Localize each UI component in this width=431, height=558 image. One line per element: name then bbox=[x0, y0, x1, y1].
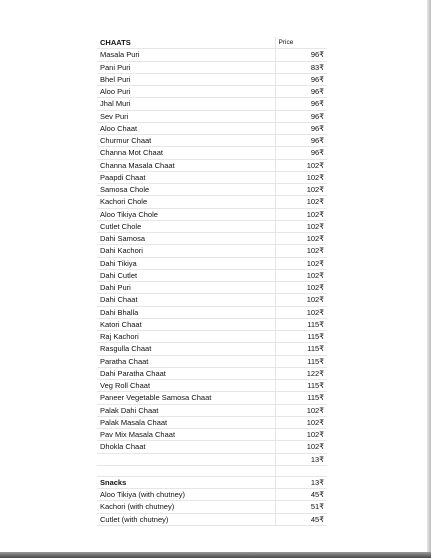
item-name: Aloo Chaat bbox=[97, 122, 275, 134]
table-row bbox=[97, 343, 327, 355]
table-row bbox=[97, 355, 327, 367]
table-row bbox=[97, 147, 327, 159]
item-name: Dahi Chaat bbox=[97, 294, 275, 306]
item-name: Palak Dahi Chaat bbox=[97, 404, 275, 416]
table-row bbox=[97, 453, 327, 465]
item-name: Jhal Muri bbox=[97, 98, 275, 110]
table-row bbox=[97, 184, 327, 196]
table-row bbox=[97, 416, 327, 428]
item-name: Paapdi Chaat bbox=[97, 171, 275, 183]
item-name: Raj Kachori bbox=[97, 331, 275, 343]
item-price: 122₹ bbox=[275, 367, 327, 379]
item-name: Dahi Tikiya bbox=[97, 257, 275, 269]
table-row bbox=[97, 61, 327, 73]
item-name: Palak Masala Chaat bbox=[97, 416, 275, 428]
item-name: Dahi Kachori bbox=[97, 245, 275, 257]
item-name: Kachori Chole bbox=[97, 196, 275, 208]
table-row bbox=[97, 282, 327, 294]
table-row bbox=[97, 196, 327, 208]
item-price: 96₹ bbox=[275, 98, 327, 110]
table-row bbox=[97, 245, 327, 257]
item-name: Samosa Chole bbox=[97, 184, 275, 196]
page-edge-shadow bbox=[427, 0, 431, 553]
table-row bbox=[97, 501, 327, 513]
item-price bbox=[275, 465, 327, 476]
item-name: Cutlet (with chutney) bbox=[97, 513, 275, 525]
item-price: 102₹ bbox=[275, 269, 327, 281]
item-price: 102₹ bbox=[275, 196, 327, 208]
item-price: 102₹ bbox=[275, 257, 327, 269]
table-row bbox=[97, 489, 327, 501]
item-price: 102₹ bbox=[275, 441, 327, 453]
item-name: Aloo Tikiya Chole bbox=[97, 208, 275, 220]
section-title-chaats: CHAATS bbox=[97, 37, 275, 49]
item-price: 96₹ bbox=[275, 135, 327, 147]
page-bottom-shadow bbox=[0, 552, 431, 558]
item-name: Pani Puri bbox=[97, 61, 275, 73]
item-name: Sev Puri bbox=[97, 110, 275, 122]
item-price: 115₹ bbox=[275, 331, 327, 343]
table-row bbox=[97, 171, 327, 183]
spacer-row bbox=[97, 465, 327, 476]
menu-price-table bbox=[97, 37, 327, 526]
section-header-row bbox=[97, 476, 327, 488]
item-name: Cutlet Chole bbox=[97, 220, 275, 232]
item-price: 96₹ bbox=[275, 122, 327, 134]
item-name: Dahi Cutlet bbox=[97, 269, 275, 281]
item-name: Dahi Puri bbox=[97, 282, 275, 294]
item-price: 102₹ bbox=[275, 171, 327, 183]
item-price: 83₹ bbox=[275, 61, 327, 73]
item-name: Katori Chaat bbox=[97, 318, 275, 330]
table-row bbox=[97, 257, 327, 269]
item-name bbox=[97, 453, 275, 465]
item-price: 96₹ bbox=[275, 86, 327, 98]
table-row bbox=[97, 98, 327, 110]
section-title-snacks: Snacks bbox=[97, 476, 275, 488]
item-price: 96₹ bbox=[275, 110, 327, 122]
item-name: Kachori (with chutney) bbox=[97, 501, 275, 513]
table-row bbox=[97, 367, 327, 379]
item-name: Paneer Vegetable Samosa Chaat bbox=[97, 392, 275, 404]
table-row bbox=[97, 513, 327, 525]
item-price: 102₹ bbox=[275, 306, 327, 318]
item-name: Rasgulla Chaat bbox=[97, 343, 275, 355]
table-row bbox=[97, 306, 327, 318]
table-row bbox=[97, 380, 327, 392]
item-price: 102₹ bbox=[275, 404, 327, 416]
table-row bbox=[97, 135, 327, 147]
item-price: 96₹ bbox=[275, 73, 327, 85]
table-row bbox=[97, 220, 327, 232]
table-row bbox=[97, 441, 327, 453]
item-name: Churmur Chaat bbox=[97, 135, 275, 147]
table-row bbox=[97, 269, 327, 281]
item-price: 102₹ bbox=[275, 245, 327, 257]
item-price: 102₹ bbox=[275, 416, 327, 428]
table-row bbox=[97, 49, 327, 61]
empty-cell bbox=[97, 465, 275, 476]
item-price: 96₹ bbox=[275, 49, 327, 61]
table-row bbox=[97, 110, 327, 122]
header-row bbox=[97, 37, 327, 49]
item-price: 115₹ bbox=[275, 392, 327, 404]
table-row bbox=[97, 159, 327, 171]
item-price: 102₹ bbox=[275, 220, 327, 232]
item-price: 96₹ bbox=[275, 147, 327, 159]
item-price: 13₹ bbox=[275, 453, 327, 465]
item-price: 102₹ bbox=[275, 208, 327, 220]
table-row bbox=[97, 404, 327, 416]
item-price: 115₹ bbox=[275, 343, 327, 355]
table-row bbox=[97, 318, 327, 330]
item-price: 115₹ bbox=[275, 355, 327, 367]
item-price: 102₹ bbox=[275, 233, 327, 245]
item-price: 102₹ bbox=[275, 282, 327, 294]
item-name: Channa Mot Chaat bbox=[97, 147, 275, 159]
item-name: Paratha Chaat bbox=[97, 355, 275, 367]
item-price: 102₹ bbox=[275, 294, 327, 306]
item-name: Channa Masala Chaat bbox=[97, 159, 275, 171]
item-name: Bhel Puri bbox=[97, 73, 275, 85]
item-price: 13₹ bbox=[275, 476, 327, 488]
table-row bbox=[97, 392, 327, 404]
table-row bbox=[97, 86, 327, 98]
item-price: 45₹ bbox=[275, 513, 327, 525]
item-name: Dahi Samosa bbox=[97, 233, 275, 245]
item-price: 115₹ bbox=[275, 380, 327, 392]
table-row bbox=[97, 208, 327, 220]
item-name: Pav Mix Masala Chaat bbox=[97, 429, 275, 441]
item-price: 102₹ bbox=[275, 184, 327, 196]
item-name: Masala Puri bbox=[97, 49, 275, 61]
item-price: 51₹ bbox=[275, 501, 327, 513]
table-row bbox=[97, 429, 327, 441]
table-row bbox=[97, 233, 327, 245]
item-price: 102₹ bbox=[275, 429, 327, 441]
item-name: Dahi Bhalla bbox=[97, 306, 275, 318]
price-column-header: Price bbox=[275, 37, 327, 49]
item-price: 115₹ bbox=[275, 318, 327, 330]
item-price: 102₹ bbox=[275, 159, 327, 171]
table-row bbox=[97, 331, 327, 343]
item-name: Aloo Tikiya (with chutney) bbox=[97, 489, 275, 501]
item-name: Aloo Puri bbox=[97, 86, 275, 98]
item-name: Dahi Paratha Chaat bbox=[97, 367, 275, 379]
table-row bbox=[97, 294, 327, 306]
item-price: 45₹ bbox=[275, 489, 327, 501]
item-name: Dhokla Chaat bbox=[97, 441, 275, 453]
item-name: Veg Roll Chaat bbox=[97, 380, 275, 392]
table-row bbox=[97, 73, 327, 85]
table-row bbox=[97, 122, 327, 134]
